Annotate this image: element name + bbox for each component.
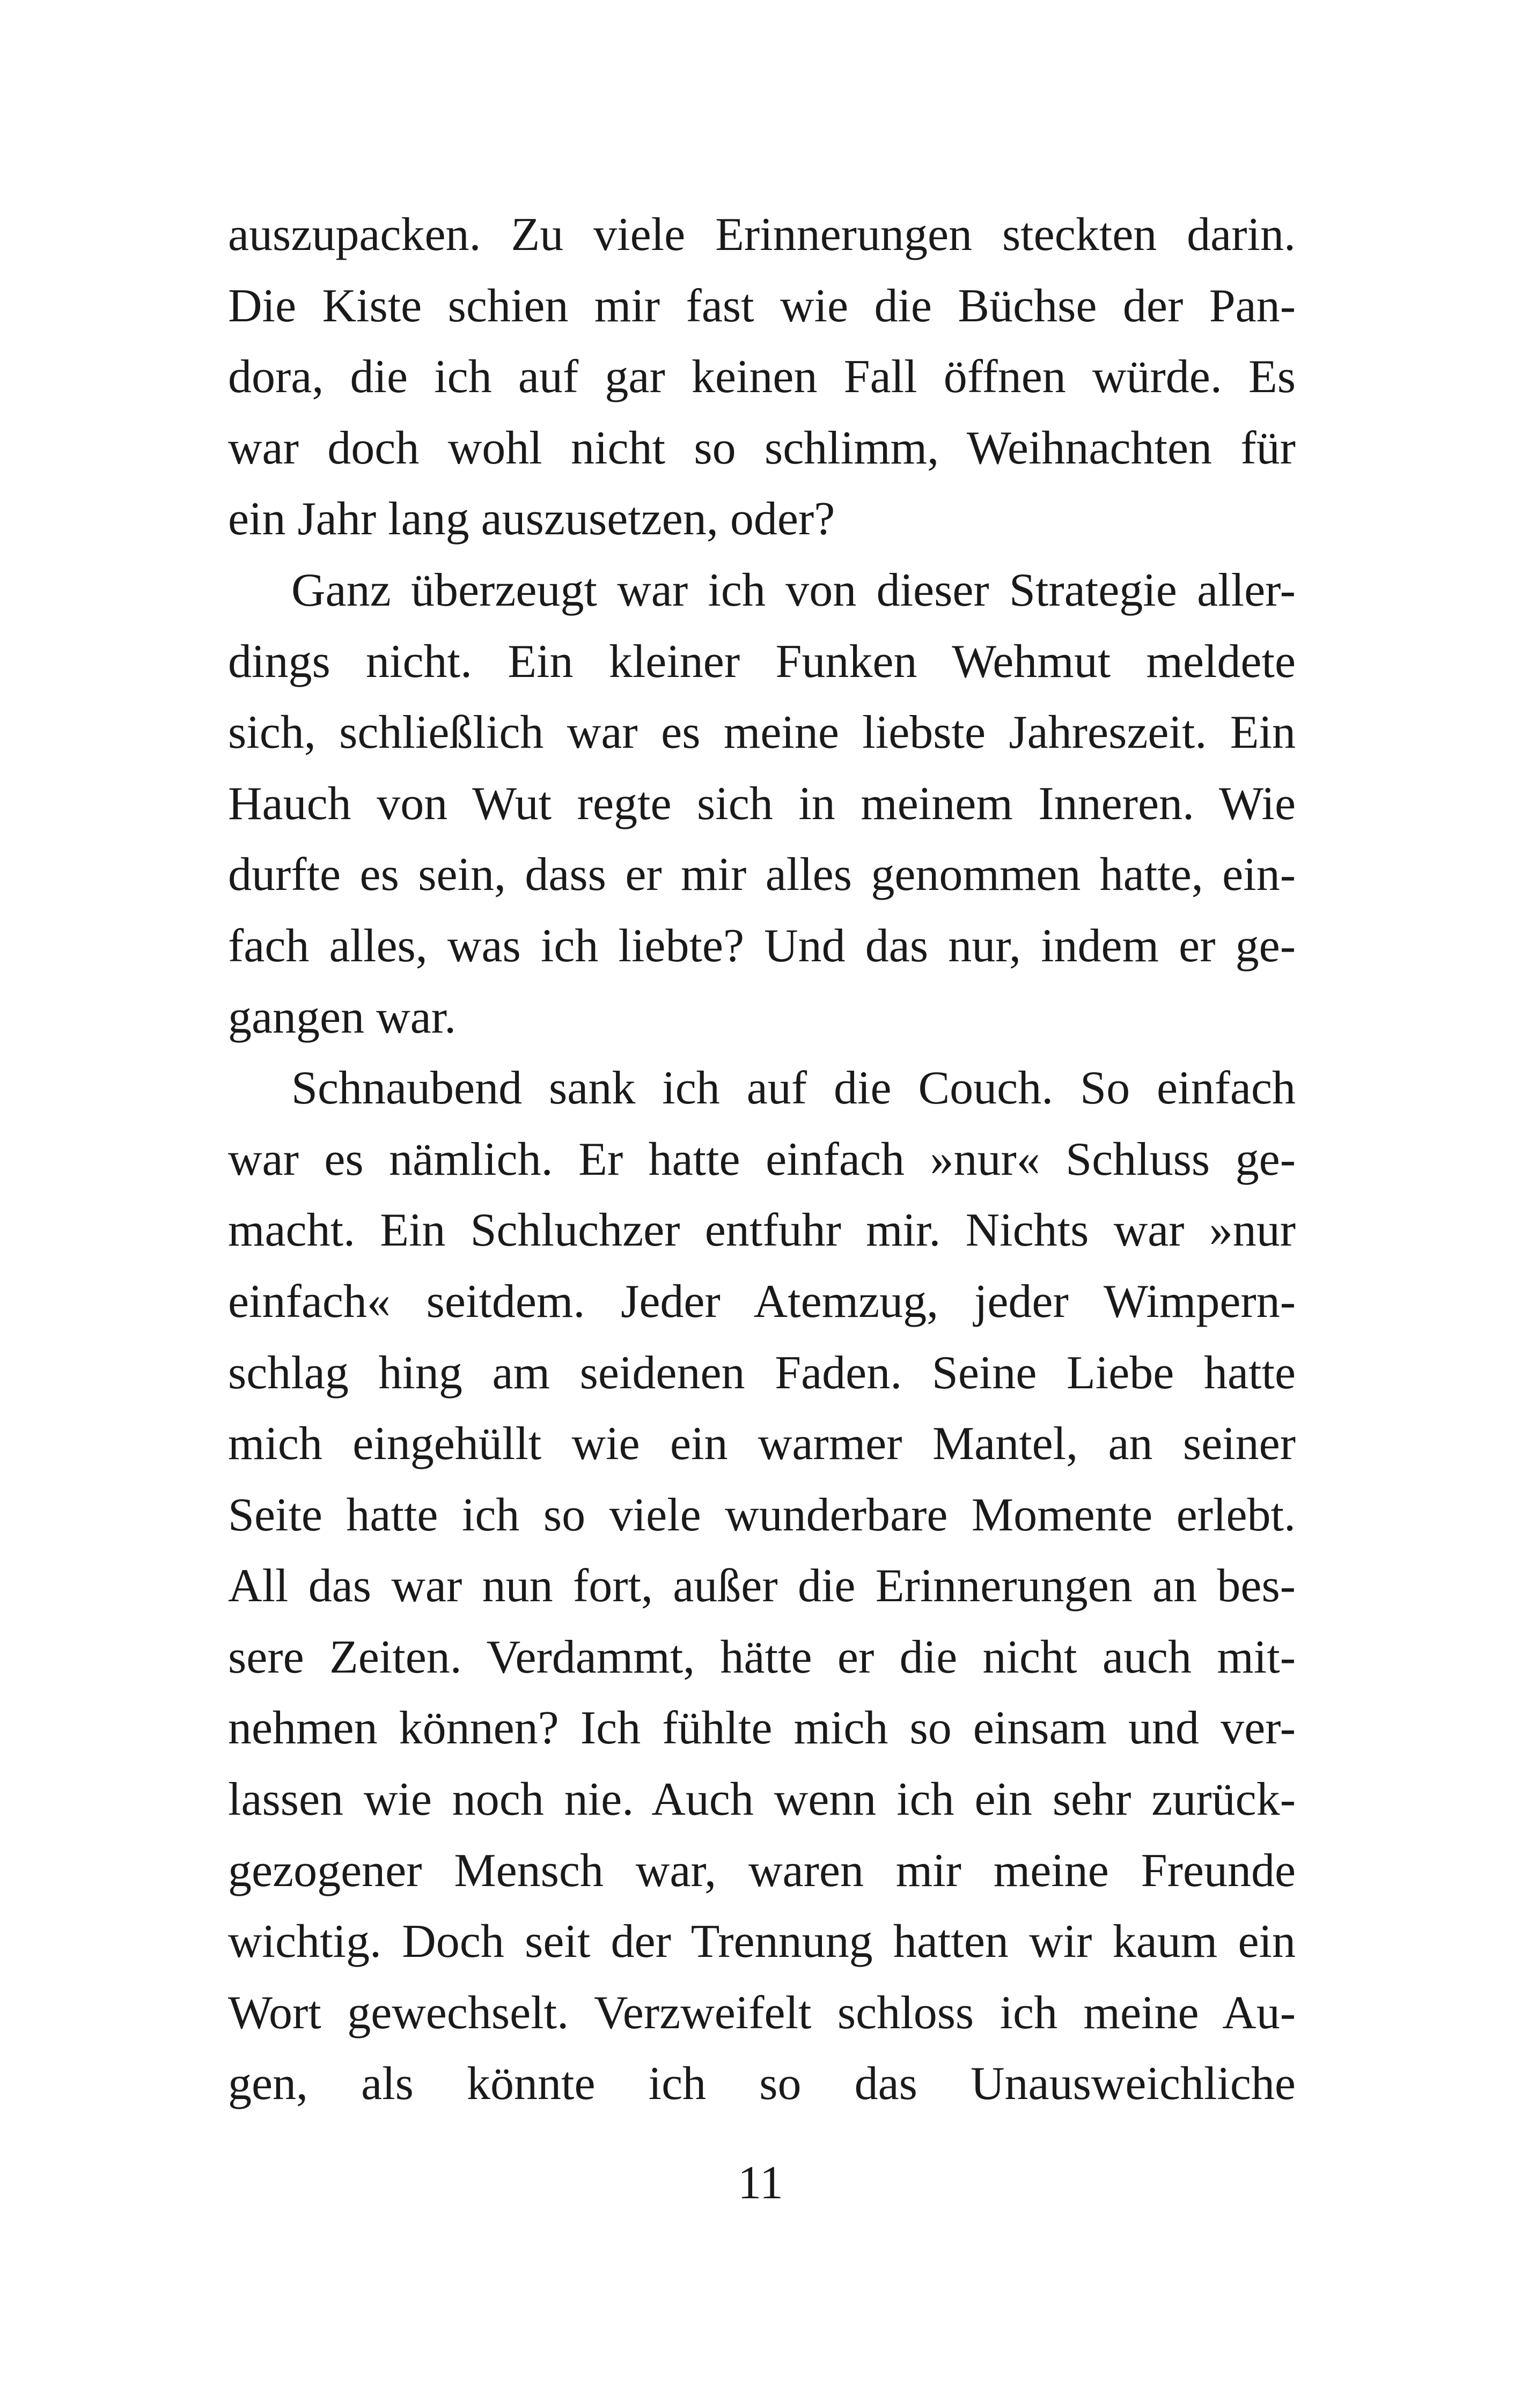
text-line: macht. Ein Schluchzer entfuhr mir. Nichts war »nur: [228, 1204, 1296, 1257]
text-line: war doch wohl nicht so schlimm, Weihnachten für: [228, 422, 1296, 474]
text-line: lassen wie noch nie. Auch wenn ich ein sehr zurück-: [228, 1773, 1296, 1826]
text-line: gen, als könnte ich so das Unausweichliche: [228, 2058, 1296, 2110]
text-line: gezogener Mensch war, waren mir meine Freunde: [228, 1844, 1296, 1897]
text-line: dora, die ich auf gar keinen Fall öffnen würde. Es: [228, 351, 1296, 403]
page-number: 11: [738, 2157, 783, 2209]
text-line: Die Kiste schien mir fast wie die Büchse der Pan-: [228, 279, 1296, 332]
text-line: wichtig. Doch seit der Trennung hatten wir kaum ein: [228, 1916, 1296, 1968]
text-line: nehmen können? Ich fühlte mich so einsam und ver-: [228, 1702, 1296, 1755]
text-line: Wort gewechselt. Verzweifelt schloss ich meine Au-: [228, 1986, 1296, 2039]
text-line: sere Zeiten. Verdammt, hätte er die nicht auch mit-: [228, 1631, 1296, 1683]
text-line: schlag hing am seidenen Faden. Seine Liebe hatte: [228, 1346, 1296, 1399]
text-line: sich, schließlich war es meine liebste Jahreszeit. Ein: [228, 706, 1296, 759]
text-line: ein Jahr lang auszusetzen, oder?: [228, 493, 835, 546]
text-line: Hauch von Wut regte sich in meinem Inneren. Wie: [228, 777, 1296, 830]
text-line: mich eingehüllt wie ein warmer Mantel, an seiner: [228, 1418, 1296, 1470]
text-line: fach alles, was ich liebte? Und das nur, indem er ge-: [228, 919, 1296, 972]
text-line: Ganz überzeugt war ich von dieser Strategie aller-: [291, 564, 1296, 616]
text-line: dings nicht. Ein kleiner Funken Wehmut meldete: [228, 635, 1296, 688]
text-line: war es nämlich. Er hatte einfach »nur« Schluss ge-: [228, 1133, 1296, 1185]
text-line: All das war nun fort, außer die Erinnerungen an bes-: [228, 1560, 1296, 1612]
text-line: auszupacken. Zu viele Erinnerungen steckten darin.: [228, 209, 1296, 261]
text-line: Seite hatte ich so viele wunderbare Momente erlebt.: [228, 1489, 1296, 1541]
text-line: gangen war.: [228, 991, 457, 1043]
text-line: durfte es sein, dass er mir alles genommen hatte, ein-: [228, 849, 1296, 901]
body-text: [228, 200, 1296, 2120]
text-line: Schnaubend sank ich auf die Couch. So einfach: [291, 1062, 1296, 1115]
text-line: einfach« seitdem. Jeder Atemzug, jeder Wimpern-: [228, 1275, 1296, 1328]
